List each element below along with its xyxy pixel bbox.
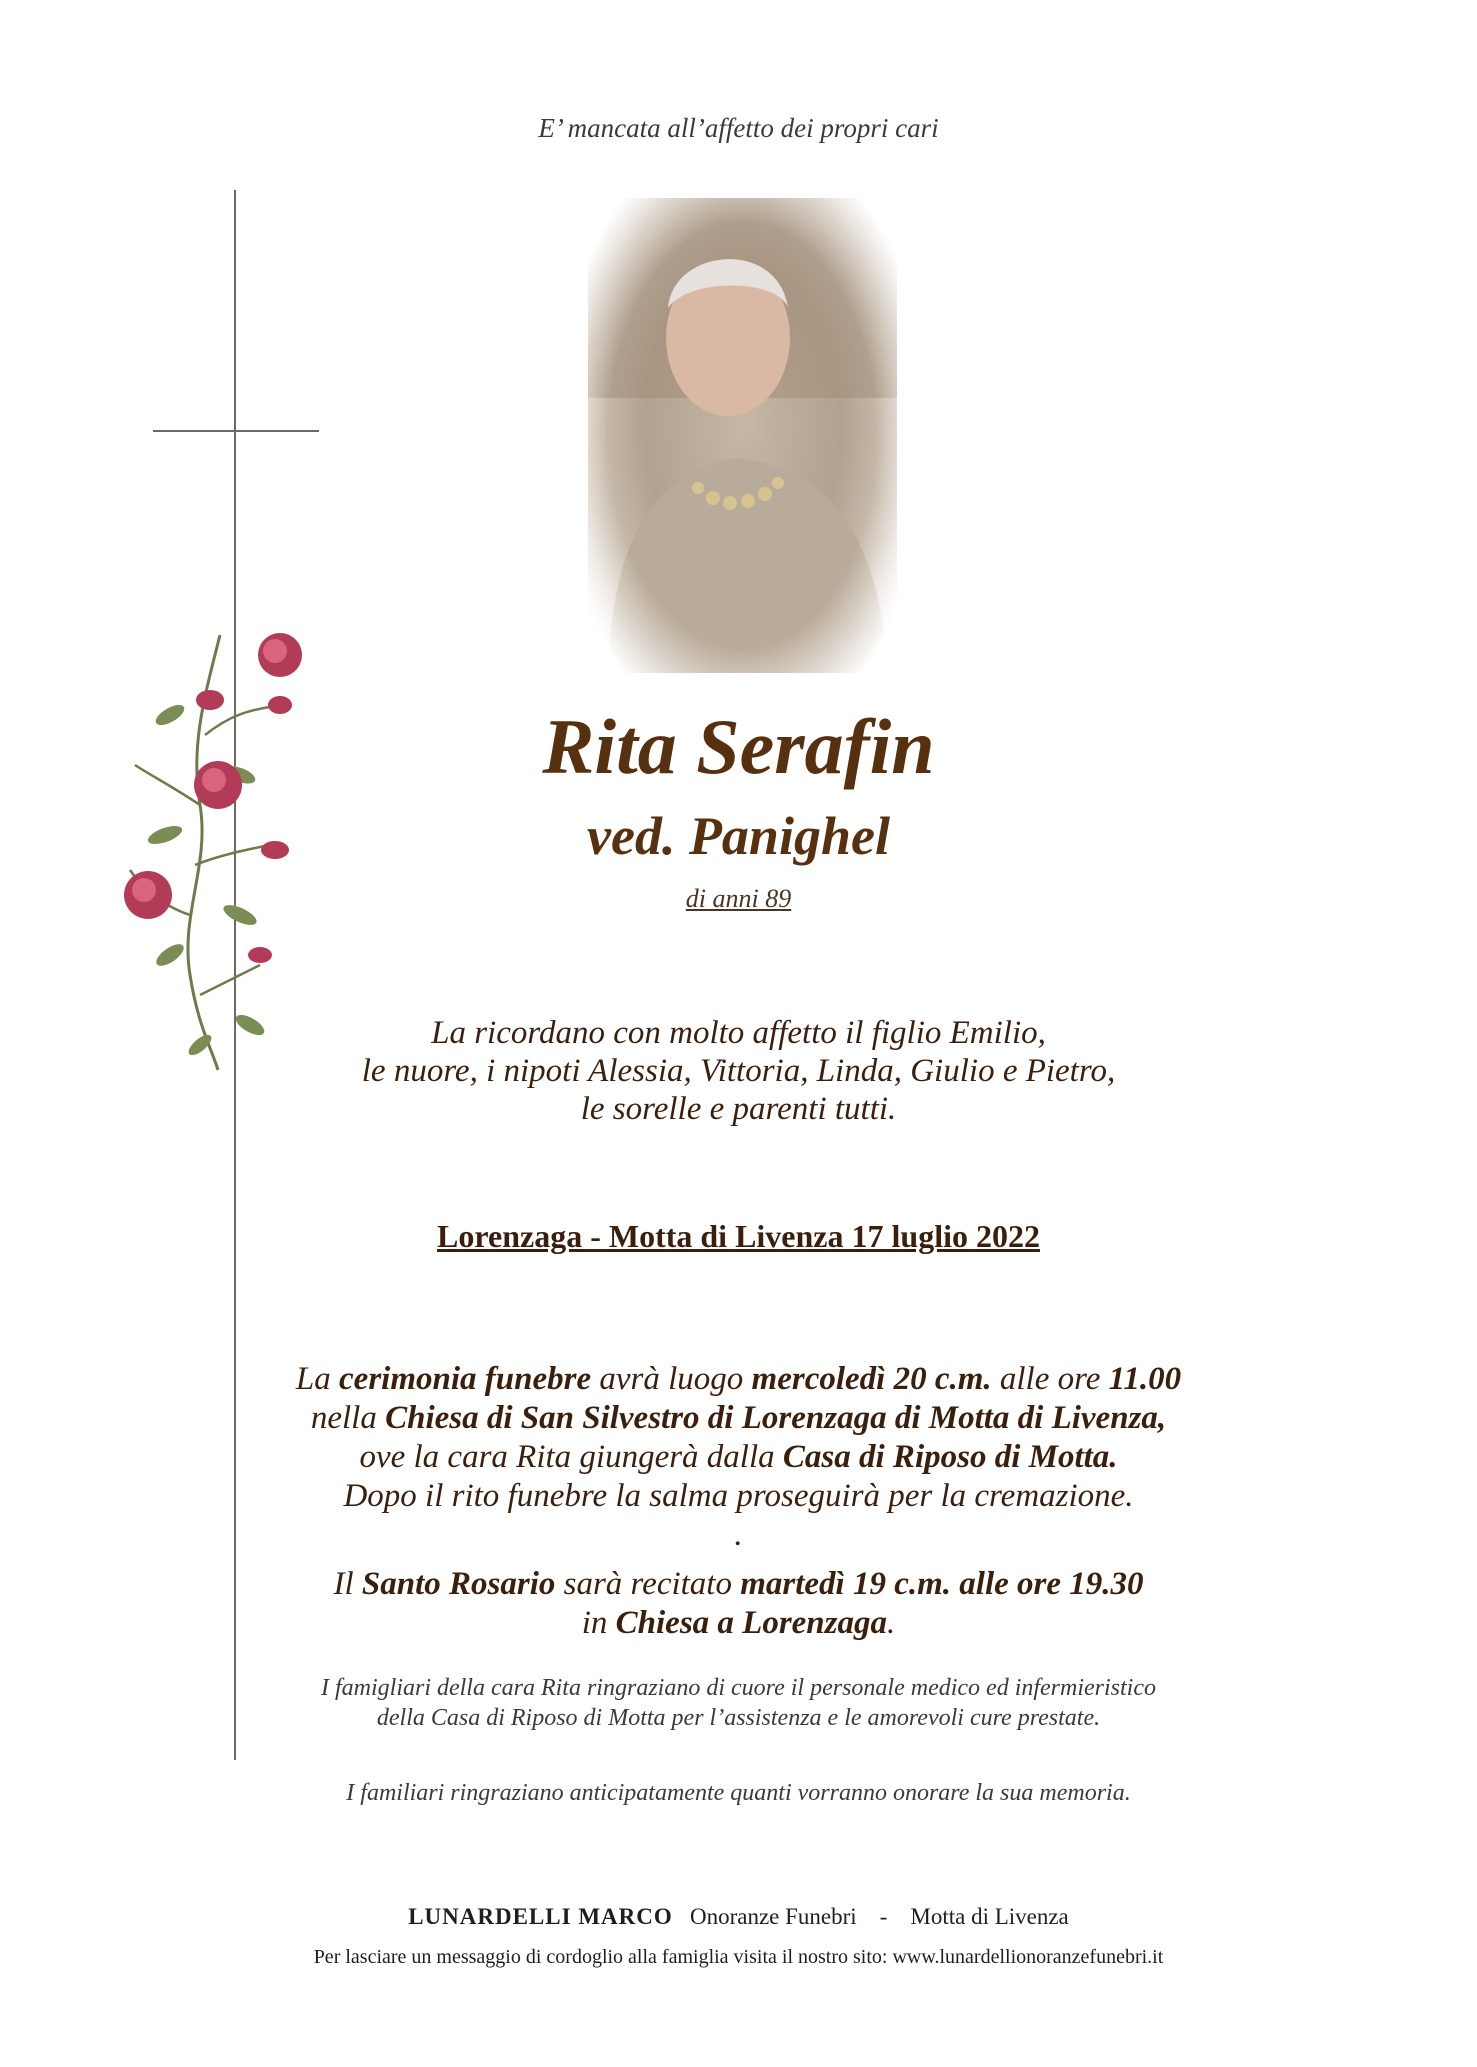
company-name: LUNARDELLI MARCO (408, 1904, 673, 1929)
thanks-staff (0, 1673, 1477, 1733)
footer-company (0, 1904, 1477, 1930)
deceased-name: Rita Serafin (542, 703, 935, 790)
widow-of-name: ved. Panighel (587, 806, 890, 866)
ceremony-line: nella Chiesa di San Silvestro di Lorenzaga di Motta di Livenza, (310, 1400, 1167, 1436)
family-line: La ricordano con molto affetto il figlio Emilio, (431, 1015, 1046, 1051)
place-date: Lorenzaga - Motta di Livenza 17 luglio 2022 (437, 1218, 1040, 1254)
company-service: Onoranze Funebri (690, 1904, 857, 1929)
ceremony-line: La cerimonia funebre avrà luogo mercoledì 20 c.m. alle ore 11.00 (295, 1361, 1182, 1397)
portrait-photo (588, 198, 897, 673)
person-silhouette-icon (588, 198, 897, 673)
rosary-line: in Chiesa a Lorenzaga. (581, 1605, 896, 1641)
thanks-line: I famigliari della cara Rita ringraziano di cuore il personale medico ed infermieristico (320, 1675, 1157, 1701)
ceremony-details (0, 1360, 1477, 1555)
company-location: Motta di Livenza (910, 1904, 1069, 1929)
family-line: le sorelle e parenti tutti. (580, 1091, 897, 1127)
thanks-line: della Casa di Riposo di Motta per l’assistenza e le amorevoli cure prestate. (376, 1705, 1101, 1731)
family-line: le nuore, i nipoti Alessia, Vittoria, Linda, Giulio e Pietro, (361, 1053, 1116, 1089)
ceremony-line: ove la cara Rita giungerà dalla Casa di Riposo di Motta. (359, 1439, 1118, 1475)
intro-text: E’ mancata all’affetto dei propri cari (538, 113, 939, 143)
footer-separator: - (879, 1904, 888, 1929)
thanks-final: I familiari ringraziano anticipatamente quanti vorranno onorare la sua memoria. (346, 1780, 1131, 1806)
cross-horizontal-line (153, 430, 319, 432)
rosary-line: Il Santo Rosario sarà recitato martedì 19 c.m. alle ore 19.30 (333, 1566, 1144, 1602)
family-announcement (0, 1014, 1477, 1128)
footer-message: Per lasciare un messaggio di cordoglio alla famiglia visita il nostro sito: www.lunardellionoranzefunebri.it (313, 1946, 1164, 1968)
rosary-details (0, 1565, 1477, 1643)
ceremony-line: . (734, 1517, 743, 1553)
ceremony-line: Dopo il rito funebre la salma proseguirà per la cremazione. (343, 1478, 1134, 1514)
age-text: di anni 89 (685, 884, 792, 913)
